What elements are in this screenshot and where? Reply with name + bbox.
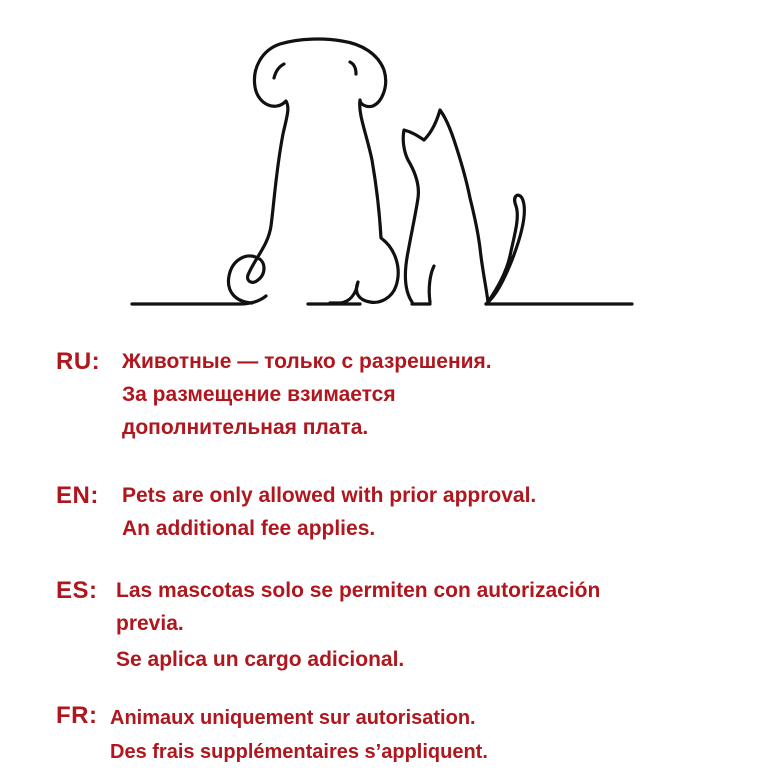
notice-en-line-2: An additional fee applies. bbox=[122, 517, 376, 540]
notice-es-line-1: Las mascotas solo se permiten con autorización bbox=[116, 579, 601, 602]
cat-outline-icon bbox=[403, 110, 524, 304]
notice-fr-line-2: Des frais supplémentaires s’appliquent. bbox=[110, 741, 488, 763]
notice-en-line-1: Pets are only allowed with prior approval. bbox=[122, 484, 537, 507]
language-code-ru: RU: bbox=[56, 348, 101, 375]
notice-es-line-3: Se aplica un cargo adicional. bbox=[116, 648, 405, 671]
notice-ru-line-1: Животные — только с разрешения. bbox=[122, 350, 492, 373]
dog-outline-icon bbox=[228, 39, 398, 303]
notice-es-line-2: previa. bbox=[116, 612, 184, 635]
language-code-en: EN: bbox=[56, 482, 99, 509]
pets-illustration bbox=[0, 0, 768, 320]
notice-fr-line-1: Animaux uniquement sur autorisation. bbox=[110, 707, 476, 729]
notice-ru-line-3: дополнительная плата. bbox=[122, 416, 369, 439]
language-code-es: ES: bbox=[56, 577, 98, 604]
language-code-fr: FR: bbox=[56, 702, 98, 729]
dog-and-cat-outline-icon bbox=[132, 39, 632, 304]
notice-ru-line-2: За размещение взимается bbox=[122, 383, 396, 406]
